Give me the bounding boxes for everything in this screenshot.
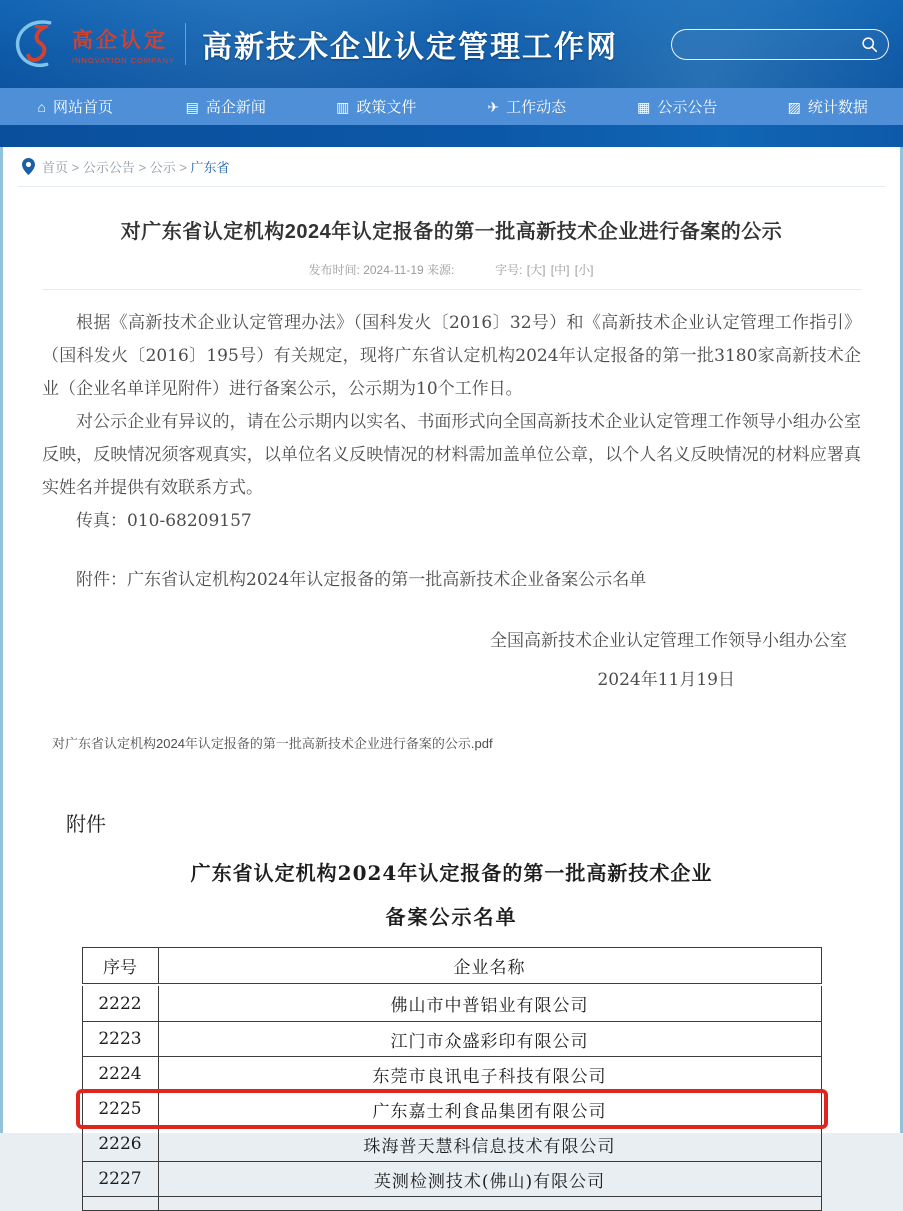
breadcrumb-item-公示公告[interactable]: 公示公告: [83, 160, 135, 175]
breadcrumb-separator: >: [176, 160, 191, 175]
breadcrumb: [18, 147, 885, 187]
publish-time-label: 发布时间:: [309, 263, 360, 277]
company-name: 英测检测技术(佛山)有限公司: [159, 1162, 821, 1196]
fontsize-options: [526, 263, 595, 277]
home-icon: ⌂: [38, 100, 46, 114]
breadcrumb-item-首页[interactable]: 首页: [42, 160, 68, 175]
nav-item-label: 高企新闻: [206, 96, 266, 117]
header-cell-company: 企业名称: [159, 948, 821, 983]
date-line: 2024年11月19日: [42, 664, 861, 697]
source-label: 来源:: [427, 263, 454, 277]
fontsize-option-中[interactable]: [中]: [551, 263, 573, 277]
nav-item-公示公告[interactable]: [602, 88, 753, 125]
site-header: [0, 0, 903, 88]
row-number: 2222: [83, 986, 159, 1021]
company-table: [82, 947, 822, 1211]
attachment-title-line2: 备案公示名单: [18, 901, 885, 930]
header-divider: [185, 23, 186, 65]
statistics-chart-icon: ▨: [788, 100, 801, 114]
table-row: [83, 1021, 821, 1056]
news-document-icon: ▤: [186, 100, 199, 114]
nav-item-label: 工作动态: [506, 96, 566, 117]
row-number: 2223: [83, 1022, 159, 1056]
logo-text-block: [72, 24, 175, 65]
meta-divider: [42, 289, 861, 290]
fontsize-option-小[interactable]: [小]: [575, 263, 594, 277]
content-area: [0, 147, 903, 1133]
pdf-attachment-link[interactable]: 对广东省认定机构2024年认定报备的第一批高新技术企业进行备案的公示.pdf: [52, 727, 493, 760]
logo-swirl-icon: [10, 15, 68, 73]
table-row-partial: [83, 1196, 821, 1210]
header-cell-number: 序号: [83, 948, 159, 983]
attachment-label: 附件: [66, 808, 885, 837]
policy-document-icon: ▥: [336, 100, 349, 114]
nav-item-政策文件[interactable]: [301, 88, 452, 125]
table-row: [83, 986, 821, 1021]
paragraph-objection: 对公示企业有异议的，请在公示期内以实名、书面形式向全国高新技术企业认定管理工作领导小组办公室反映，反映情况须客观真实，以单位名义反映情况的材料需加盖单位公章，以个人名义反映情况的材料应署真实姓名并提供有效联系方式。: [42, 406, 861, 505]
company-name: [159, 1197, 821, 1210]
site-logo[interactable]: [10, 15, 175, 73]
row-number: 2224: [83, 1057, 159, 1091]
site-title: 高新技术企业认定管理工作网: [202, 22, 618, 66]
paragraph-regulation: 根据《高新技术企业认定管理办法》（国科发火〔2016〕32号）和《高新技术企业认定管理工作指引》（国科发火〔2016〕195号）有关规定，现将广东省认定机构2024年认定报备的第一批3180家高新技术企业（企业名单详见附件）进行备案公示，公示期为10个工作日。: [42, 307, 861, 406]
article-body: [42, 307, 861, 760]
paper-plane-icon: ✈: [487, 100, 499, 114]
company-name: 江门市众盛彩印有限公司: [159, 1022, 821, 1056]
row-number: 2226: [83, 1127, 159, 1161]
site-search[interactable]: [671, 29, 889, 60]
breadcrumb-item-公示[interactable]: 公示: [150, 160, 176, 175]
company-name: 佛山市中普铝业有限公司: [159, 986, 821, 1021]
company-name: 东莞市良讯电子科技有限公司: [159, 1057, 821, 1091]
breadcrumb-items: [42, 157, 230, 176]
publish-time-value: 2024-11-19: [363, 263, 424, 277]
nav-item-label: 政策文件: [356, 96, 416, 117]
clipboard-icon: ▦: [637, 100, 650, 114]
row-number: [83, 1197, 159, 1210]
fontsize-option-大[interactable]: [大]: [527, 263, 549, 277]
fontsize-label: 字号:: [495, 263, 522, 277]
breadcrumb-item-广东省[interactable]: 广东省: [191, 160, 230, 175]
company-table-header: [82, 947, 822, 984]
signature-line: 全国高新技术企业认定管理工作领导小组办公室: [42, 625, 861, 658]
table-row: [83, 1161, 821, 1196]
table-row: [83, 1126, 821, 1161]
nav-item-网站首页[interactable]: [0, 88, 151, 125]
main-nav: [0, 88, 903, 125]
nav-substrip: [0, 125, 903, 147]
company-name: 广东嘉士利食品集团有限公司: [159, 1092, 821, 1126]
attachment-title-line1: 广东省认定机构2024年认定报备的第一批高新技术企业: [18, 857, 885, 886]
nav-item-label: 统计数据: [808, 96, 868, 117]
nav-item-统计数据[interactable]: [753, 88, 903, 125]
table-row: [83, 1056, 821, 1091]
company-table-body: [82, 986, 822, 1211]
article-title: 对广东省认定机构2024年认定报备的第一批高新技术企业进行备案的公示: [18, 215, 885, 244]
search-input[interactable]: [686, 37, 861, 52]
row-number: 2227: [83, 1162, 159, 1196]
nav-item-label: 网站首页: [53, 96, 113, 117]
row-number: 2225: [83, 1092, 159, 1126]
company-name: 珠海普天慧科信息技术有限公司: [159, 1127, 821, 1161]
nav-item-工作动态[interactable]: [452, 88, 603, 125]
logo-subtext: INNOVATION COMPANY: [72, 56, 175, 65]
nav-item-label: 公示公告: [657, 96, 717, 117]
article-meta: [18, 261, 885, 278]
breadcrumb-separator: >: [68, 160, 83, 175]
attachment-preview: [18, 808, 885, 1211]
logo-text: 高企认定: [72, 24, 175, 54]
nav-item-高企新闻[interactable]: [151, 88, 302, 125]
fax-line: 传真：010-68209157: [42, 505, 861, 538]
attachment-line: 附件：广东省认定机构2024年认定报备的第一批高新技术企业备案公示名单: [42, 564, 861, 597]
location-pin-icon: [22, 158, 35, 175]
breadcrumb-separator: >: [135, 160, 150, 175]
table-row-highlighted: [83, 1091, 821, 1126]
search-icon[interactable]: [861, 36, 878, 53]
